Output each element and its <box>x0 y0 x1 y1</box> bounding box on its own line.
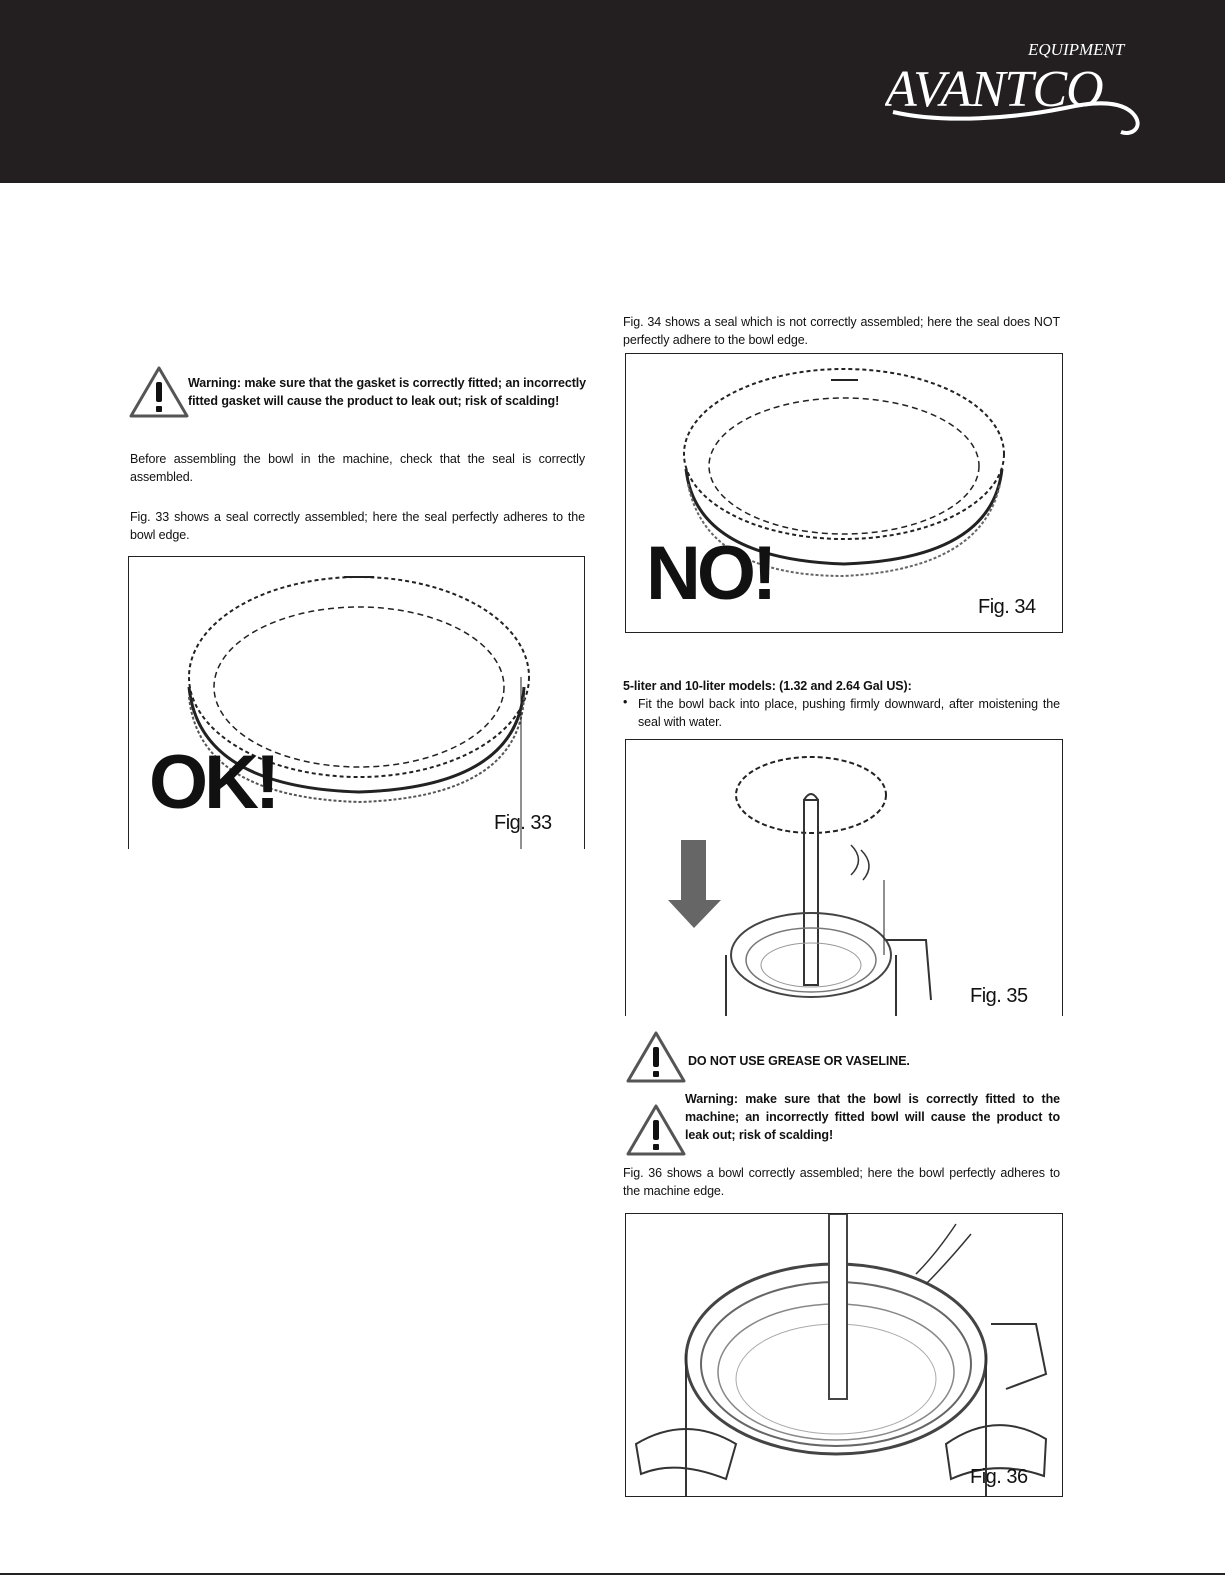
fig36-label: Fig. 36 <box>970 1466 1028 1488</box>
ok-stamp: OK! <box>149 740 277 825</box>
bullet-dot: • <box>623 695 628 709</box>
fig33-description: Fig. 33 shows a seal correctly assembled; here the seal perfectly adheres to the bowl edge. <box>130 510 585 542</box>
bowl-fit-warning: Warning: make sure that the bowl is correctly fitted to the machine; an incorrectly fitted bowl will cause the product to leak out; risk of scalding! <box>685 1092 1060 1142</box>
brand-logo <box>885 38 1155 148</box>
fig33-label: Fig. 33 <box>494 812 552 834</box>
brand-main-text: AVANTCO <box>885 61 1103 118</box>
bowl-insertion-illustration <box>626 740 1062 1016</box>
warning-triangle-icon <box>625 1030 687 1085</box>
fig35-label: Fig. 35 <box>970 985 1028 1007</box>
figure-33 <box>128 556 585 849</box>
warning-gasket-text: Warning: make sure that the gasket is correctly fitted; an incorrectly fitted gasket will cause the product to leak out; risk of scalding! <box>188 376 586 408</box>
bowl-assembled-illustration <box>626 1214 1062 1496</box>
header-band <box>0 0 1225 183</box>
brand-small-text: EQUIPMENT <box>1028 40 1125 59</box>
figure-34 <box>625 353 1063 633</box>
models-subheading: 5-liter and 10-liter models: (1.32 and 2.64 Gal US): <box>623 679 912 693</box>
fig34-label: Fig. 34 <box>978 596 1036 618</box>
warning-triangle-icon <box>128 365 190 420</box>
check-seal-paragraph: Before assembling the bowl in the machine, check that the seal is correctly assembled. <box>130 452 585 484</box>
no-stamp: NO! <box>646 531 774 616</box>
figure-35 <box>625 739 1063 1016</box>
no-grease-warning: DO NOT USE GREASE OR VASELINE. <box>688 1054 910 1068</box>
warning-triangle-icon <box>625 1103 687 1158</box>
fig34-description: Fig. 34 shows a seal which is not correctly assembled; here the seal does NOT perfectly adhere to the bowl edge. <box>623 315 1060 347</box>
footer-rule <box>0 1573 1225 1575</box>
fit-bowl-instruction: Fit the bowl back into place, pushing firmly downward, after moistening the seal with water. <box>638 697 1060 729</box>
fig36-description: Fig. 36 shows a bowl correctly assembled; here the bowl perfectly adheres to the machine edge. <box>623 1166 1060 1198</box>
figure-36 <box>625 1213 1063 1497</box>
